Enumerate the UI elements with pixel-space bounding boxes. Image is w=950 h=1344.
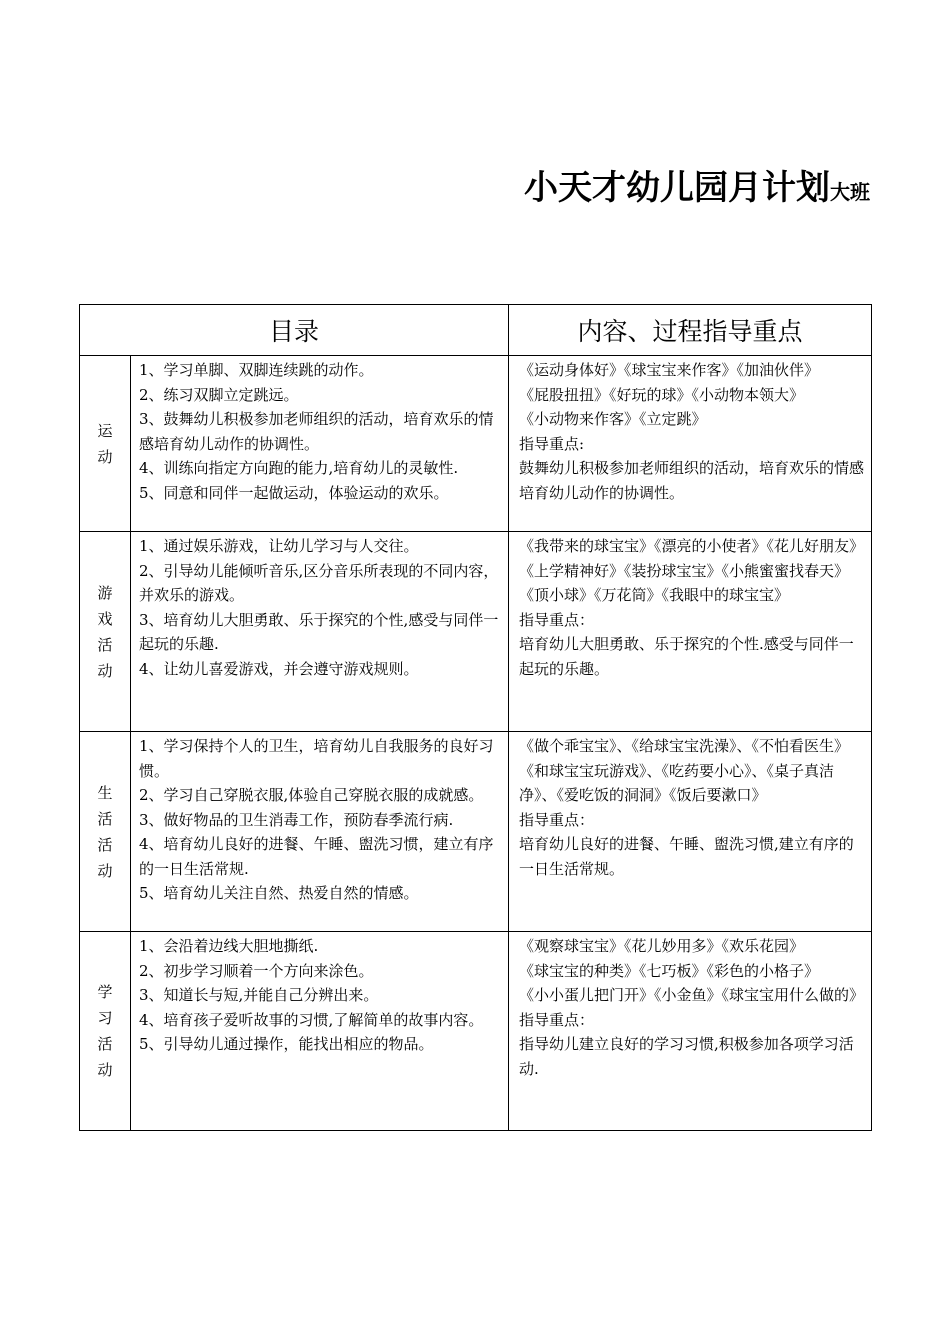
content-item: 《和球宝宝玩游戏》、《吃药要小心》、《桌子真洁净》、《爱吃饭的洞洞》《饭后要漱口》 [519, 761, 835, 804]
category-char: 动 [97, 661, 113, 680]
table-row [80, 356, 872, 532]
goal-item: 4、培育幼儿良好的进餐、午睡、盥洗习惯，建立有序的一日生活常规. [139, 835, 494, 878]
row-content [509, 732, 872, 932]
goal-item: 1、会沿着边线大胆地撕纸. [139, 937, 319, 955]
table-row [80, 532, 872, 732]
category-char: 活 [97, 1035, 113, 1053]
goal-item: 4、让幼儿喜爱游戏，并会遵守游戏规则。 [139, 659, 419, 678]
row-category [80, 532, 131, 732]
goal-item: 1、通过娱乐游戏，让幼儿学习与人交往。 [139, 537, 419, 555]
content-item: 培育幼儿良好的进餐、午睡、盥洗习惯,建立有序的一日生活常规。 [519, 835, 854, 878]
table-row [80, 932, 872, 1131]
goal-item: 3、知道长与短,并能自己分辨出来。 [139, 986, 379, 1004]
row-goals [131, 932, 509, 1131]
title-class: 大班 [830, 180, 870, 204]
content-item: 培育幼儿大胆勇敢、乐于探究的个性.感受与同伴一起玩的乐趣。 [519, 635, 854, 678]
goal-item: 4、训练向指定方向跑的能力,培育幼儿的灵敏性. [139, 459, 459, 477]
content-item: 《小动物来作客》《立定跳》 [519, 410, 707, 428]
content-item: 《上学精神好》《装扮球宝宝》《小熊蜜蜜找春天》 [519, 561, 850, 580]
category-char: 游 [97, 583, 113, 602]
row-goals [131, 732, 509, 932]
title-main: 小天才幼儿园月计划 [524, 168, 830, 208]
plan-table [79, 304, 872, 1131]
content-item: 《顶小球》《万花筒》《我眼中的球宝宝》 [519, 586, 790, 604]
category-char: 动 [97, 1061, 113, 1079]
content-item: 《运动身体好》《球宝宝来作客》《加油伙伴》 [519, 361, 820, 379]
category-char: 生 [97, 783, 113, 802]
goal-item: 3、做好物品的卫生消毒工作，预防春季流行病. [139, 810, 454, 829]
category-char: 学 [97, 983, 113, 1001]
goal-item: 4、培育孩子爱听故事的习惯,了解简单的故事内容。 [139, 1010, 484, 1029]
category-char: 习 [97, 1009, 113, 1027]
category-char: 戏 [97, 609, 113, 628]
content-item: 《观察球宝宝》《花儿妙用多》《欢乐花园》 [519, 937, 805, 955]
category-char: 活 [97, 809, 113, 828]
document-title [0, 160, 870, 209]
category-char: 活 [97, 635, 113, 654]
table-header-row [80, 305, 872, 356]
content-item: 指导幼儿建立良好的学习习惯,积极参加各项学习活动. [519, 1035, 854, 1078]
row-goals [131, 532, 509, 732]
row-category [80, 932, 131, 1131]
content-item: 鼓舞幼儿积极参加老师组织的活动，培育欢乐的情感培育幼儿动作的协调性。 [519, 459, 865, 502]
content-item: 《屁股扭扭》《好玩的球》《小动物本领大》 [519, 385, 805, 404]
row-content [509, 932, 872, 1131]
goal-item: 1、学习单脚、双脚连续跳的动作。 [139, 361, 374, 379]
goal-item: 3、培育幼儿大胆勇敢、乐于探究的个性,感受与同伴一起玩的乐趣. [139, 610, 499, 653]
goal-item: 2、练习双脚立定跳远。 [139, 385, 299, 404]
goal-item: 5、培育幼儿关注自然、热爱自然的情感。 [139, 884, 419, 902]
row-category [80, 356, 131, 532]
header-catalog: 目录 [80, 305, 509, 356]
content-item: 指导重点： [519, 1010, 595, 1029]
category-char: 动 [97, 447, 113, 466]
goal-item: 2、引导幼儿能倾听音乐,区分音乐所表现的不同内容，并欢乐的游戏。 [139, 561, 499, 604]
content-item: 指导重点： [519, 610, 595, 629]
header-content: 内容、过程指导重点 [509, 305, 872, 356]
row-content [509, 356, 872, 532]
row-goals [131, 356, 509, 532]
goal-item: 1、学习保持个人的卫生，培育幼儿自我服务的良好习惯。 [139, 737, 494, 780]
goal-item: 5、同意和同伴一起做运动，体验运动的欢乐。 [139, 483, 449, 502]
content-item: 《我带来的球宝宝》《漂亮的小使者》《花儿好朋友》 [519, 537, 865, 555]
table-row [80, 732, 872, 932]
goal-item: 3、鼓舞幼儿积极参加老师组织的活动，培育欢乐的情感培育幼儿动作的协调性。 [139, 410, 494, 453]
category-char: 运 [97, 421, 113, 440]
row-content [509, 532, 872, 732]
category-char: 动 [97, 861, 113, 880]
content-item: 《小小蛋儿把门开》《小金鱼》《球宝宝用什么做的》 [519, 986, 865, 1004]
content-item: 《做个乖宝宝》、《给球宝宝洗澡》、《不怕看医生》 [519, 737, 850, 755]
category-char: 活 [97, 835, 113, 854]
content-item: 指导重点: [519, 434, 585, 453]
content-item: 《球宝宝的种类》《七巧板》《彩色的小格子》 [519, 961, 820, 980]
row-category [80, 732, 131, 932]
content-item: 指导重点： [519, 810, 595, 829]
goal-item: 5、引导幼儿通过操作，能找出相应的物品。 [139, 1035, 434, 1053]
goal-item: 2、学习自己穿脱衣服,体验自己穿脱衣服的成就感。 [139, 786, 484, 804]
goal-item: 2、初步学习顺着一个方向来涂色。 [139, 961, 374, 980]
